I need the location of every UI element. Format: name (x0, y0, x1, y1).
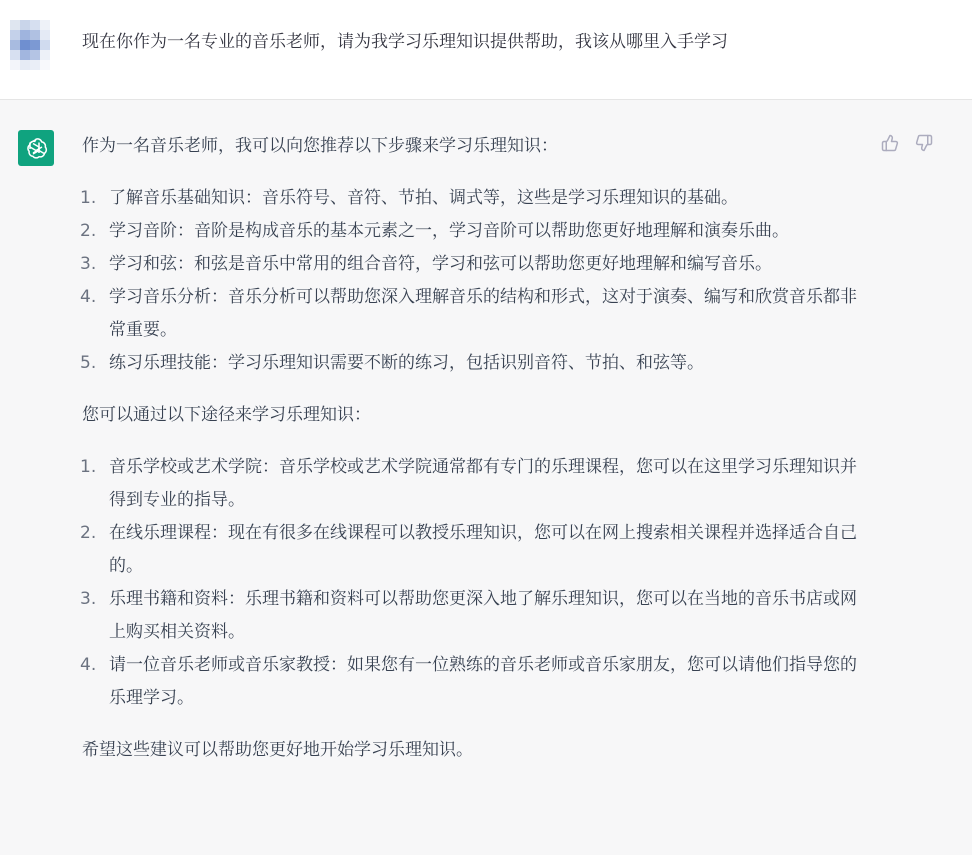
thumbs-down-icon[interactable] (913, 132, 935, 154)
list-item-text: 请一位音乐老师或音乐家教授：如果您有一位熟练的音乐老师或音乐家朋友，您可以请他们指导您的乐理学习。 (109, 655, 857, 708)
list-number: 3. (80, 254, 97, 274)
list-number: 1. (80, 457, 97, 477)
assistant-message-content (82, 130, 872, 767)
openai-logo-icon (18, 130, 54, 166)
list-item-text: 乐理书籍和资料：乐理书籍和资料可以帮助您更深入地了解乐理知识，您可以在当地的音乐书店或网上购买相关资料。 (109, 589, 857, 642)
list-number: 4. (80, 655, 97, 675)
list-item-text: 了解音乐基础知识：音乐符号、音符、节拍、调式等，这些是学习乐理知识的基础。 (109, 188, 738, 208)
user-message-text: 现在你作为一名专业的音乐老师，请为我学习乐理知识提供帮助，我该从哪里入手学习 (82, 32, 728, 52)
list-number: 1. (80, 188, 97, 208)
list-item-text: 学习音乐分析：音乐分析可以帮助您深入理解音乐的结构和形式，这对于演奏、编写和欣赏音乐都非常重要。 (109, 287, 857, 340)
assistant-intro-2: 您可以通过以下途径来学习乐理知识： (82, 405, 371, 425)
list-item (82, 517, 872, 583)
list-number: 2. (80, 523, 97, 543)
steps-list (82, 182, 872, 380)
ways-list (82, 451, 872, 715)
list-number: 2. (80, 221, 97, 241)
list-item-text: 学习和弦：和弦是音乐中常用的组合音符，学习和弦可以帮助您更好地理解和编写音乐。 (109, 254, 772, 274)
assistant-closing: 希望这些建议可以帮助您更好地开始学习乐理知识。 (82, 740, 473, 760)
list-item-text: 练习乐理技能：学习乐理知识需要不断的练习，包括识别音符、节拍、和弦等。 (109, 353, 704, 373)
list-item (82, 649, 872, 715)
thumbs-up-icon[interactable] (879, 132, 901, 154)
list-item (82, 347, 872, 380)
assistant-intro: 作为一名音乐老师，我可以向您推荐以下步骤来学习乐理知识： (82, 136, 558, 156)
user-avatar-icon (10, 20, 50, 68)
list-item-text: 音乐学校或艺术学院：音乐学校或艺术学院通常都有专门的乐理课程，您可以在这里学习乐理知识并得到专业的指导。 (109, 457, 857, 510)
user-message-row (0, 0, 972, 100)
list-item (82, 281, 872, 347)
list-item (82, 451, 872, 517)
list-item (82, 583, 872, 649)
list-item (82, 215, 872, 248)
list-number: 5. (80, 353, 97, 373)
list-item-text: 学习音阶：音阶是构成音乐的基本元素之一，学习音阶可以帮助您更好地理解和演奏乐曲。 (109, 221, 789, 241)
assistant-message-row (0, 100, 972, 855)
list-item (82, 248, 872, 281)
list-item (82, 182, 872, 215)
list-item-text: 在线乐理课程：现在有很多在线课程可以教授乐理知识，您可以在网上搜索相关课程并选择适合自己的。 (109, 523, 857, 576)
list-number: 4. (80, 287, 97, 307)
list-number: 3. (80, 589, 97, 609)
